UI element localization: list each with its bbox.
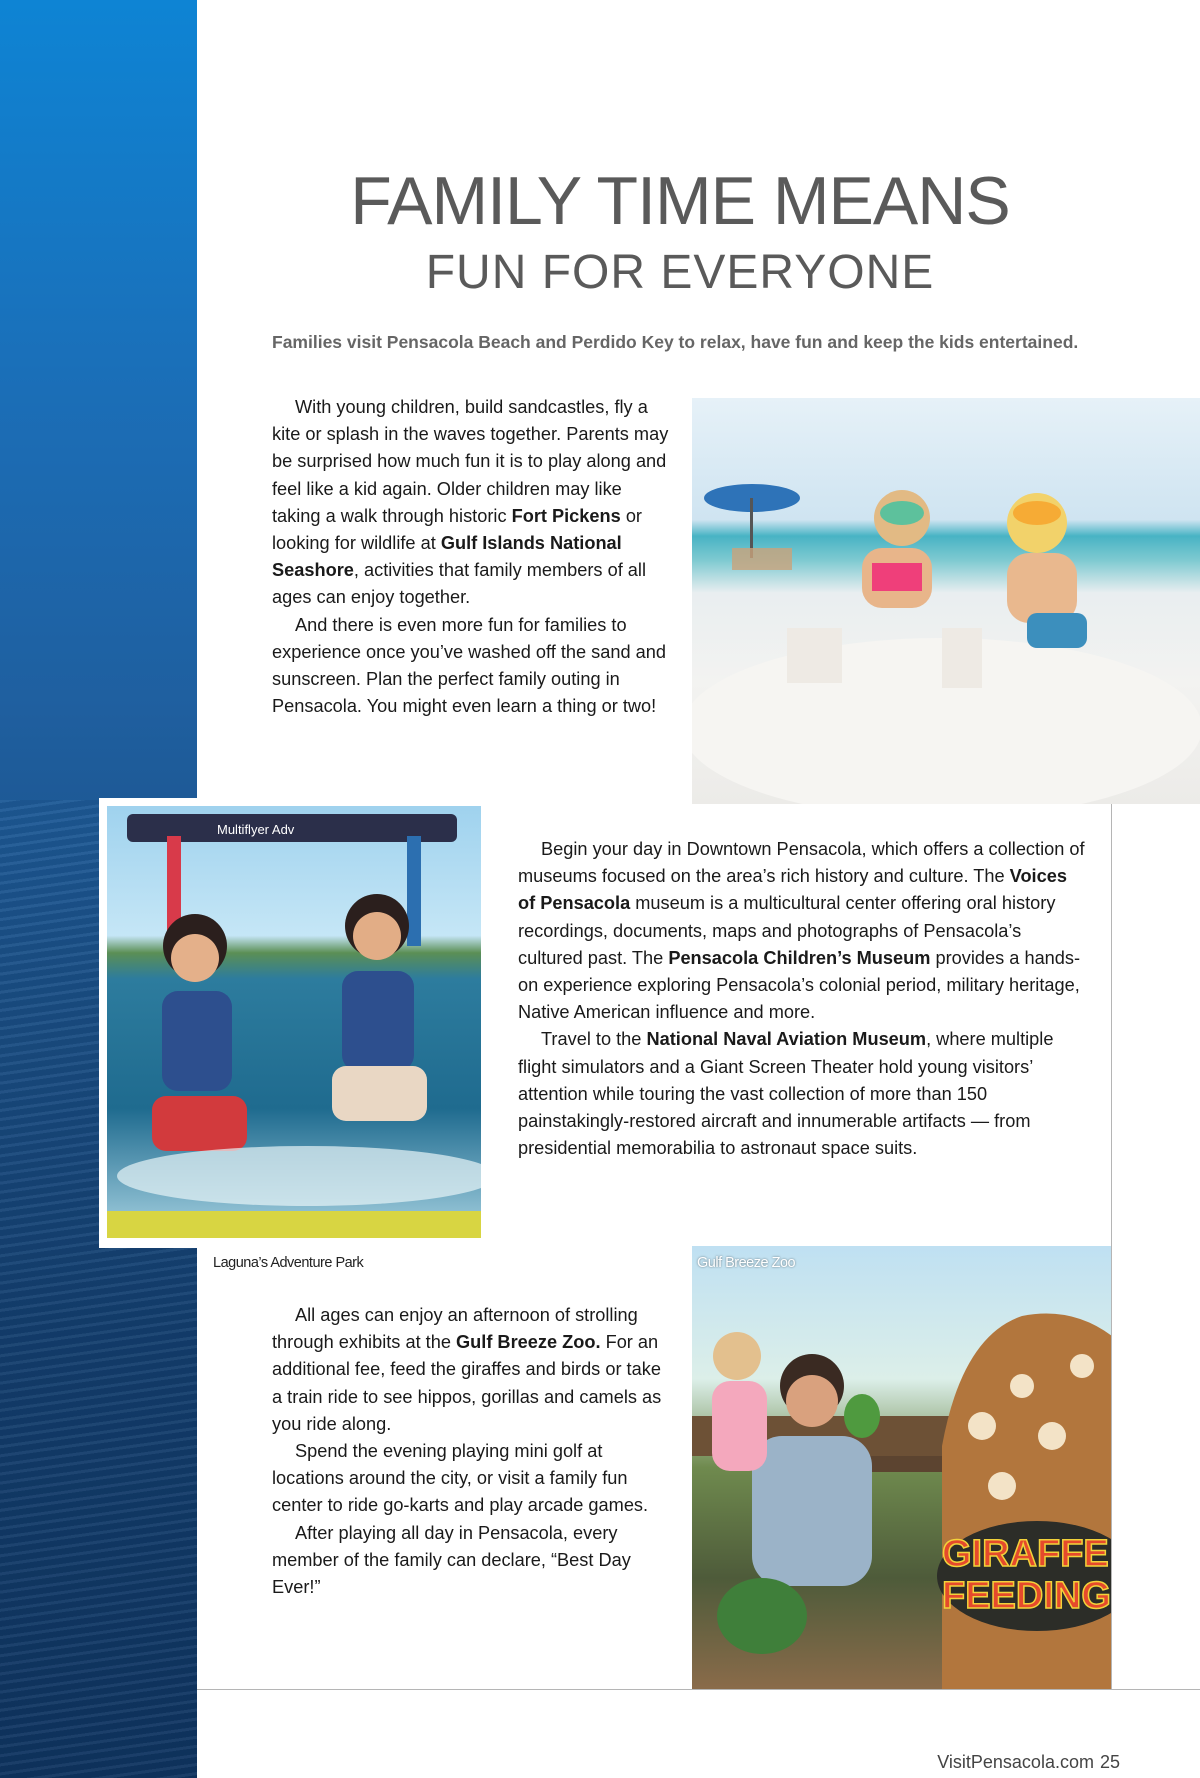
paragraph: Begin your day in Downtown Pensacola, which offers a collection of museums focused on the area’s rich history and culture. The Voices of Pensacola museum is a multicultural center offering oral history recordings, documents, maps and photographs of Pensacola’s cultured past. The Pensacola Children’s Museum provides a hands-on experience exploring Pensacola’s colonial period, military heritage, Native American influence and more. [518, 839, 1085, 1023]
vertical-divider [1111, 804, 1112, 1689]
giraffe-feeding-photo [692, 1246, 1112, 1689]
paragraph: Travel to the National Naval Aviation Museum, where multiple flight simulators and a Giant Screen Theater hold young visitors’ attention while touring the vast collection of more than 150 painstakingly-restored aircraft and innumerable artifacts — from presidential memorabilia to astronaut space suits. [518, 1029, 1054, 1159]
parasail-photo [107, 806, 481, 1238]
paragraph: Spend the evening playing mini golf at locations around the city, or visit a family fun center to ride go-karts and play arcade games. [272, 1441, 649, 1516]
footer-site: VisitPensacola.com [937, 1752, 1094, 1772]
article-column-1 [272, 394, 672, 720]
page-title: FAMILY TIME MEANS [350, 163, 1010, 239]
paragraph: After playing all day in Pensacola, every member of the family can declare, “Best Day Ever!” [272, 1522, 631, 1598]
page-number: 25 [1099, 1752, 1120, 1772]
page-footer [937, 1752, 1120, 1773]
parasail-banner-text: Multiflyer Adv [217, 822, 295, 837]
paragraph: With young children, build sandcastles, fly a kite or splash in the waves together. Parents may be surprised how much fun it is to play along and feel like a kid again. Older children may like taking a walk through historic Fort Pickens or looking for wildlife at Gulf Islands National Seashore, activities that family members of all ages can enjoy together. [272, 397, 669, 608]
intro-deck: Families visit Pensacola Beach and Perdido Key to relax, have fun and keep the kids entertained. [272, 332, 1079, 352]
page-subtitle: FUN FOR EVERYONE [425, 246, 935, 299]
article-column-2 [518, 836, 1088, 1162]
paragraph: And there is even more fun for families to experience once you’ve washed off the sand and sunscreen. Plan the perfect family outing in Pensacola. You might even learn a thing or two! [272, 614, 667, 717]
article-column-3 [272, 1302, 672, 1601]
zoo-sign-line1: GIRAFFE [942, 1533, 1109, 1575]
paragraph: All ages can enjoy an afternoon of strolling through exhibits at the Gulf Breeze Zoo. For an additional fee, feed the giraffes and birds or take a train ride to see hippos, gorillas and camels as you ride along. [272, 1305, 662, 1434]
photo-caption-zoo: Gulf Breeze Zoo [697, 1255, 796, 1271]
beach-sandcastle-photo [692, 398, 1200, 804]
zoo-sign-line2: FEEDING [942, 1575, 1111, 1617]
footer-divider [197, 1689, 1200, 1690]
photo-caption-laguna: Laguna’s Adventure Park [213, 1255, 364, 1271]
